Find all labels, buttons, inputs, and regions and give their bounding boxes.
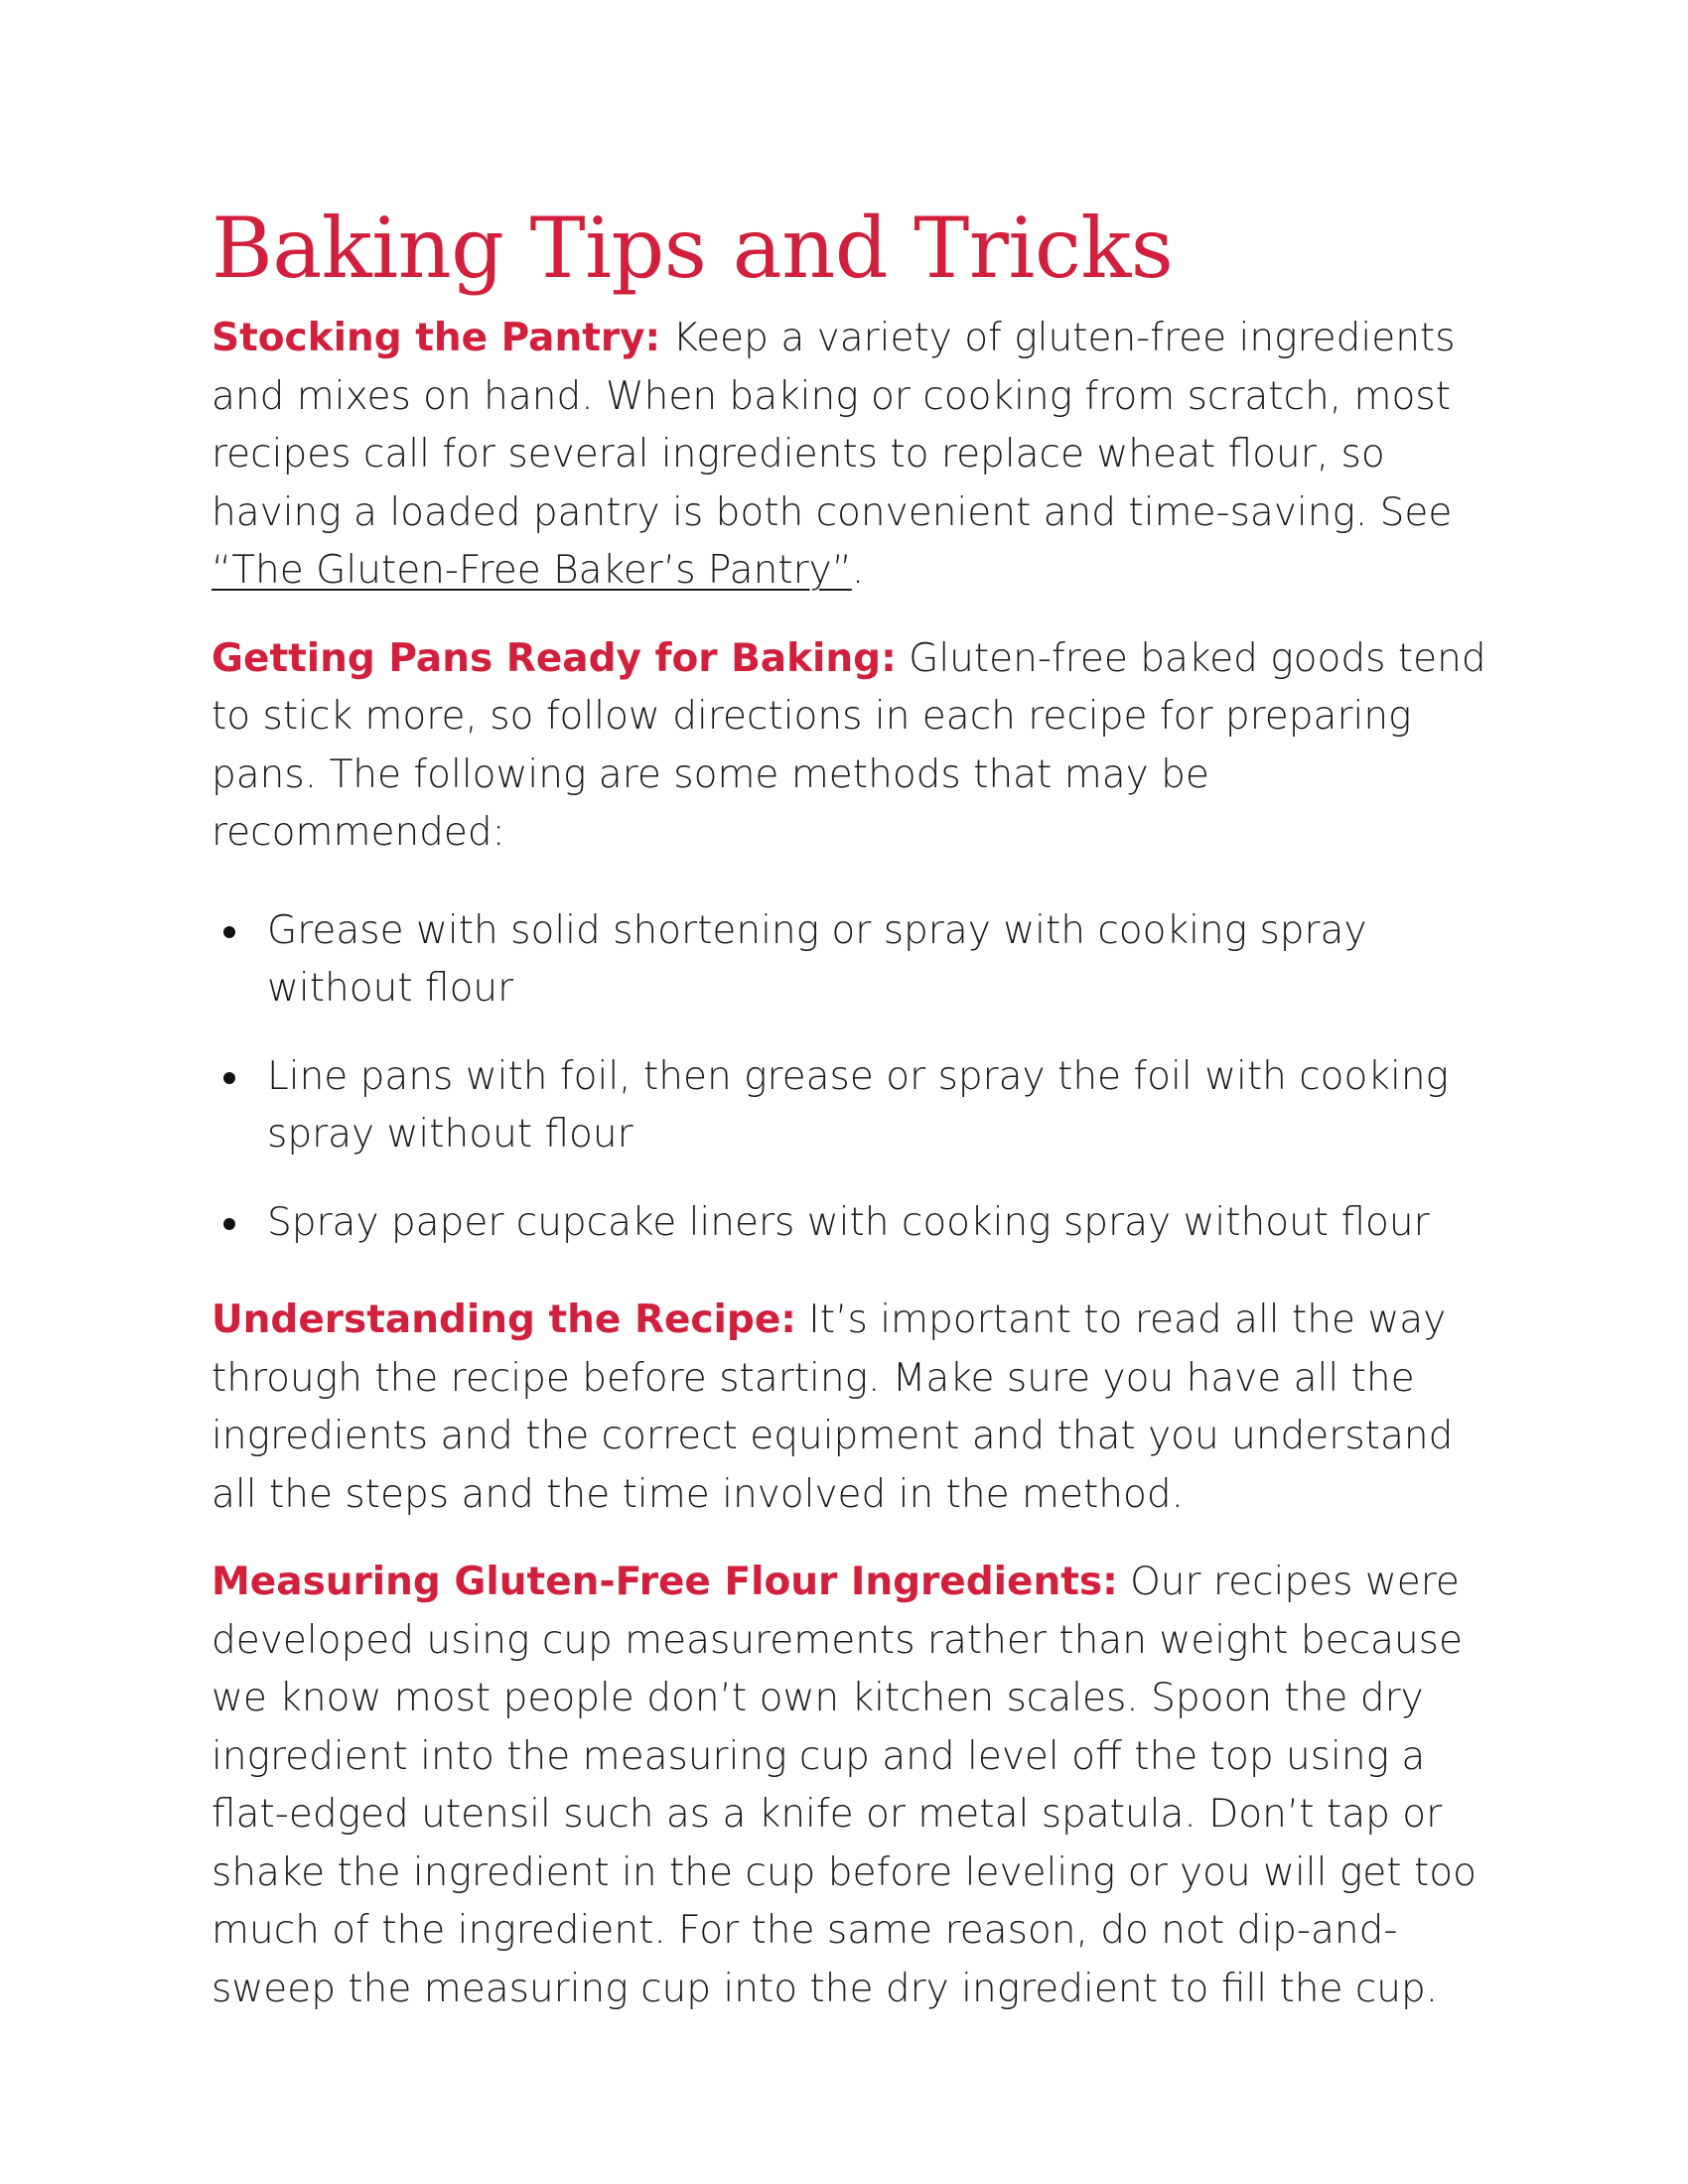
list-item — [211, 1048, 1492, 1164]
section-heading: Understanding the Recipe: — [211, 1297, 796, 1342]
list-item-text: Spray paper cupcake liners with cooking spray without flour — [267, 1199, 1430, 1245]
section-stocking-pantry — [211, 310, 1492, 601]
list-item — [211, 1194, 1492, 1253]
section-text: Keep a variety of gluten-free ingredients and mixes on hand. When baking or cooking from scratch, most recipes call for several ingredients to replace wheat flour, so having a loaded pantry is both convenient and time-saving. See — [211, 316, 1456, 535]
bullet-icon — [223, 1072, 235, 1084]
bullet-icon — [223, 1218, 235, 1230]
list-item-text: Line pans with foil, then grease or spray the foil with cooking spray without flour — [267, 1053, 1449, 1157]
page-title: Baking Tips and Tricks — [211, 200, 1174, 297]
section-text: It’s important to read all the way through the recipe before starting. Make sure you have all the ingredients and the correct equipment and that you understand all the steps and the time involved in the method. — [211, 1297, 1454, 1517]
section-text-end: . — [851, 548, 865, 593]
section-heading: Stocking the Pantry: — [211, 316, 661, 360]
section-pans-ready — [211, 630, 1492, 863]
bullet-icon — [223, 926, 235, 938]
section-heading: Measuring Gluten-Free Flour Ingredients: — [211, 1560, 1118, 1604]
pantry-link[interactable]: “The Gluten-Free Baker’s Pantry” — [211, 548, 852, 593]
section-text: Our recipes were developed using cup measurements rather than weight because we know most people don’t own kitchen scales. Spoon the dry ingredient into the measuring cup and level off the top using a flat-edged utensil such as a knife or metal spatula. Don’t tap or shake the ingredient in the cup before leveling or you will get too much of the ingredient. For the same reason, do not dip-and-sweep the measuring cup into the dry ingredient to fill the cup. — [211, 1560, 1477, 2011]
section-text: Gluten-free baked goods tend to stick more, so follow directions in each recipe for preparing pans. The following are some methods that may be recommended: — [211, 635, 1486, 855]
list-item-text: Grease with solid shortening or spray with cooking spray without flour — [267, 907, 1367, 1011]
document-page — [211, 199, 1492, 2048]
pan-methods-list — [211, 902, 1492, 1253]
section-measuring-flour — [211, 1554, 1492, 2018]
section-understanding-recipe — [211, 1292, 1492, 1524]
section-heading: Getting Pans Ready for Baking: — [211, 635, 897, 681]
list-item — [211, 902, 1492, 1019]
